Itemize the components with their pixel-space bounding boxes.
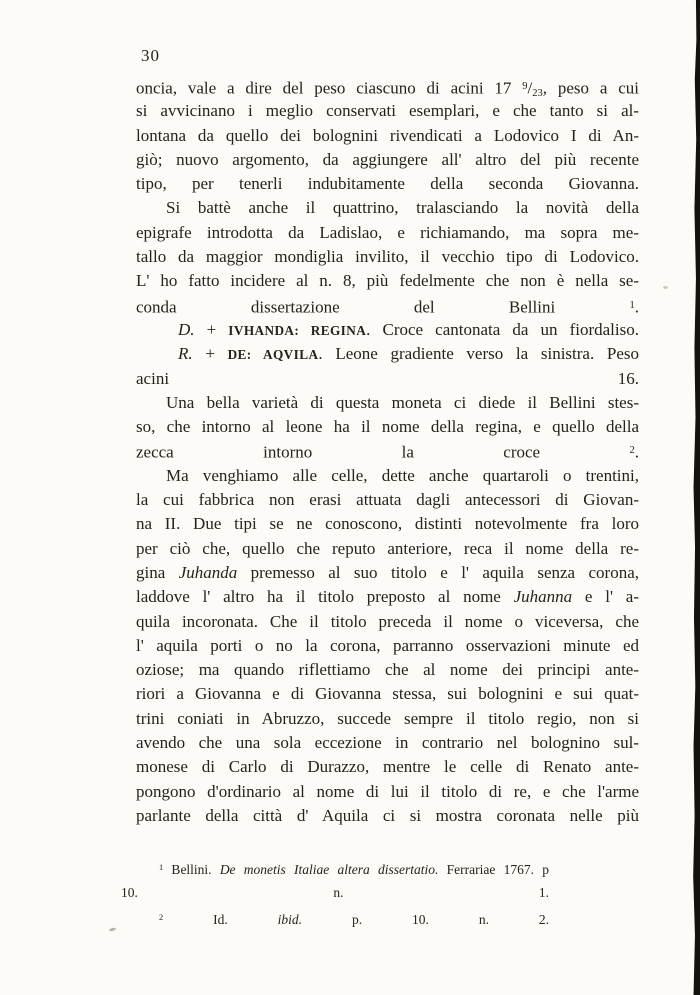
text-segment: 10. n. 1. [121,885,549,900]
text-segment: trini coniati in Abruzzo, succede sempre il titolo regio, non si [136,708,639,728]
text-line [136,294,639,318]
footnote-line [121,855,549,880]
text-segment: DE: AQVILA [227,347,319,363]
text-line [136,658,639,682]
text-segment: Bellini. [163,861,220,877]
text-segment: . Leone gradiente verso la sinistra. Peso [318,344,639,364]
text-line [136,367,639,391]
text-line [136,342,639,366]
text-segment: R. [178,344,193,364]
text-segment: acini 16. [136,368,639,388]
text-line [136,585,639,609]
text-segment: tipo, per tenerli indubitamente della seconda Giovanna. [136,174,639,194]
text-segment: 1 [159,863,164,872]
text-segment: oncia, vale a dire del peso ciascuno di acini 17 [136,78,523,98]
text-line [136,610,639,634]
text-line [136,439,639,463]
text-segment: per ciò che, quello che reputo anteriore, reca il nome della re- [136,538,639,558]
text-line [136,561,639,585]
text-segment: p. 10. n. 2. [302,911,550,927]
text-segment: , peso a cui [542,78,639,98]
text-segment: riori a Giovanna e di Giovanna stessa, sui bolognini e sui quat- [136,684,639,704]
text-segment: 9 [522,81,528,92]
text-segment: + [192,344,228,364]
text-line [136,269,639,293]
text-segment: Una bella varietà di questa moneta ci diede il Bellini stes- [166,392,639,412]
text-segment: tallo da maggior mondiglia invilito, il vecchio tipo di Lodovico. [136,247,639,267]
text-line [136,391,639,415]
text-segment: avendo che una sola eccezione in contrario nel bolognino sul- [136,733,639,753]
text-segment: laddove l' altro ha il titolo preposto al nome [136,587,514,607]
scan-speckle [663,286,668,289]
text-segment: D. [178,319,195,339]
text-segment: premesso al suo titolo e l' aquila senza corona, [237,562,639,582]
text-line [136,512,639,536]
text-segment: + [194,319,229,339]
text-line [136,804,639,828]
text-segment: oziose; ma quando riflettiamo che al nome dei principi ante- [136,660,639,680]
text-line [136,488,639,512]
text-segment: so, che intorno al leone ha il nome della regina, e quello della [136,417,639,437]
text-segment: epigrafe introdotta da Ladislao, e richiamando, ma sopra me- [136,222,639,242]
main-text-block [136,75,639,828]
text-segment: lontana da quello dei bolognini rivendicati a Lodovico I di An- [136,125,639,145]
text-line [136,245,639,269]
text-line [136,148,639,172]
page-number: 30 [141,46,160,65]
text-segment: . Croce cantonata da un fiordaliso. [366,319,639,339]
text-segment: De monetis Italiae altera dissertatio. [219,861,439,877]
text-segment: monese di Carlo di Durazzo, mentre le celle di Renato ante- [136,757,639,777]
text-segment: IVHANDA: REGINA [228,322,367,338]
text-segment: ibid. [277,911,303,927]
text-segment: l' aquila porti o no la corona, parranno osservazioni minute ed [136,635,639,655]
text-line [136,464,639,488]
text-segment: pongono d'ordinario al nome di lui il titolo di re, e che l'arme [136,781,639,801]
text-segment: L' ho fatto incidere al n. 8, più fedelmente che non è nella se- [136,271,639,291]
text-segment: na II. Due tipi se ne conoscono, distinti notevolmente fra loro [136,514,639,534]
text-segment: Si battè anche il quattrino, tralasciando la novità della [166,198,639,218]
text-segment: conda dissertazione del Bellini [136,297,630,317]
scan-speckle [109,927,117,932]
text-line [136,780,639,804]
text-segment: si avvicinano i meglio conservati esemplari, e che tanto si al- [136,101,639,121]
footnote-line [121,880,549,905]
text-segment: Juhanda [178,562,238,582]
text-line [136,124,639,148]
text-segment: quila incoronata. Che il titolo preceda il nome o viceversa, che [136,611,639,631]
text-segment: Id. [163,911,278,927]
text-segment: Juhanna [513,587,573,607]
footnotes-block [121,855,549,930]
text-line [136,634,639,658]
text-line [136,755,639,779]
text-segment: 1 [629,299,635,311]
text-segment: / [527,78,533,98]
text-line [136,682,639,706]
text-segment: giò; nuovo argomento, da aggiungere all' altro del più recente [136,149,639,169]
text-line [136,75,639,99]
text-segment: 23 [532,87,543,99]
text-line [136,731,639,755]
text-segment: zecca intorno la croce [136,443,630,463]
text-line [136,172,639,196]
text-line [136,415,639,439]
text-line [136,318,639,342]
footnote-line [121,905,549,930]
scan-edge-artifact [691,0,700,995]
text-line [136,99,639,123]
text-line [136,707,639,731]
text-segment: gina [136,562,179,582]
text-segment: 2 [629,445,635,457]
text-segment: e l' a- [572,587,639,607]
text-line [136,196,639,220]
text-line [136,221,639,245]
text-segment: la cui fabbrica non erasi attuata dagli antecessori di Giovan- [136,490,639,510]
text-segment: 2 [159,913,164,922]
text-segment: Ma venghiamo alle celle, dette anche quartaroli o trentini, [166,465,639,485]
text-segment: parlante della città d' Aquila ci si mostra coronata nelle più [136,805,639,825]
text-line [136,537,639,561]
text-segment: Ferrariae 1767. p [438,861,550,877]
text-segment: . [634,443,639,463]
text-segment: . [634,297,639,317]
